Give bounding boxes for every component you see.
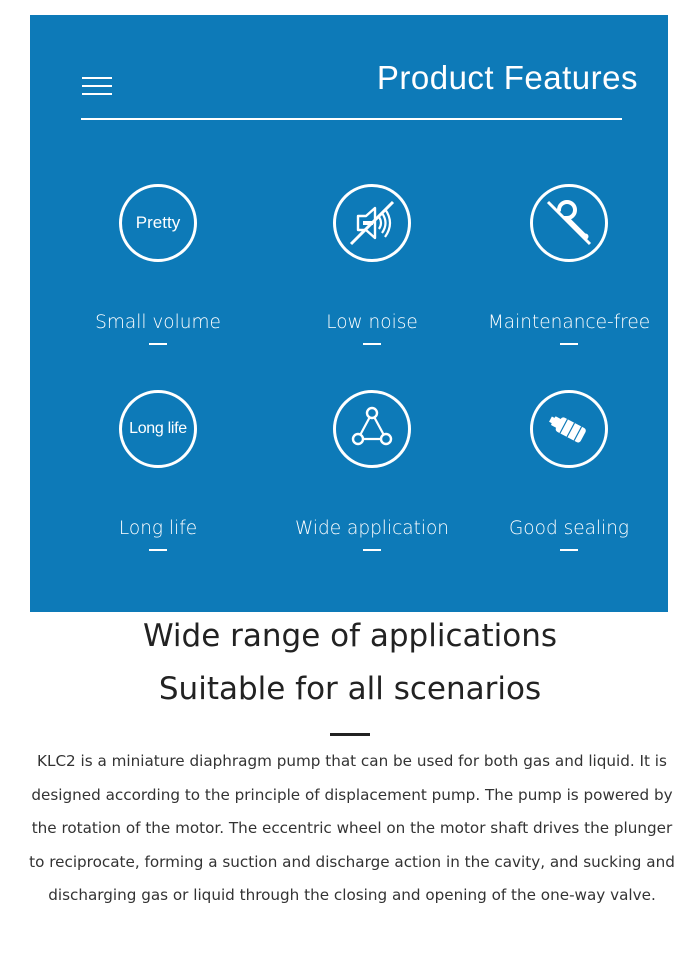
- feature-dash: [363, 343, 381, 345]
- feature-maintenance-free: [479, 184, 659, 345]
- product-features-panel: [30, 15, 668, 612]
- heading-divider: [330, 733, 370, 736]
- muted-speaker-icon: [333, 184, 411, 262]
- feature-dash: [149, 343, 167, 345]
- feature-label: Wide application: [294, 518, 450, 539]
- feature-low-noise: [282, 184, 462, 345]
- pump-icon: [530, 390, 608, 468]
- feature-long-life: [68, 390, 248, 551]
- section-heading-line2: Suitable for all scenarios: [158, 671, 542, 707]
- feature-label: Small volume: [95, 312, 221, 333]
- badge-text-pretty: Pretty: [135, 213, 181, 232]
- title-divider: [81, 118, 622, 120]
- no-wrench-icon: [530, 184, 608, 262]
- feature-small-volume: [68, 184, 248, 345]
- feature-label: Maintenance-free: [487, 312, 651, 333]
- network-nodes-icon: [333, 390, 411, 468]
- pretty-badge-icon: [119, 184, 197, 262]
- feature-dash: [560, 343, 578, 345]
- panel-title: Product Features: [376, 59, 638, 96]
- badge-text-long-life: Long life: [129, 420, 187, 437]
- feature-dash: [560, 549, 578, 551]
- feature-label: Long life: [118, 518, 198, 539]
- feature-wide-application: [282, 390, 462, 551]
- product-description: KLC2 is a miniature diaphragm pump that can be used for both gas and liquid. It is designed according to the principle of displacement pump. The pump is powered by the rotation of the motor. The eccentric wheel on the motor shaft drives the plunger to reciprocate, forming a suction and discharge action in the cavity, and sucking and discharging gas or liquid through the closing and opening of the one-way valve.: [29, 752, 675, 905]
- feature-label: Good sealing: [508, 518, 630, 539]
- feature-label: Low noise: [326, 312, 418, 333]
- hamburger-menu-icon[interactable]: [82, 77, 112, 97]
- long-life-badge-icon: [119, 390, 197, 468]
- feature-dash: [363, 549, 381, 551]
- section-heading-line1: Wide range of applications: [142, 618, 558, 654]
- feature-good-sealing: [479, 390, 659, 551]
- feature-dash: [149, 549, 167, 551]
